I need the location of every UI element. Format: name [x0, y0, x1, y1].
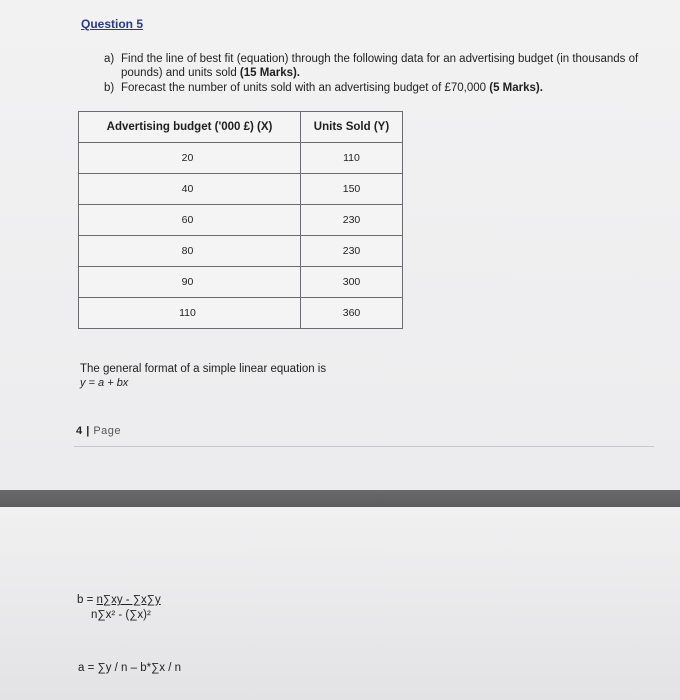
cell-x: 110 — [79, 298, 301, 329]
formula-b-numerator: n∑xy - ∑x∑y — [96, 594, 161, 606]
table-row — [79, 143, 403, 174]
cell-y: 300 — [301, 267, 403, 298]
question-marks-b: (5 Marks). — [489, 82, 543, 94]
header-advertising-budget: Advertising budget ('000 £) (X) — [79, 112, 301, 143]
formula-b-denominator: n∑x² - (∑x)² — [91, 609, 151, 621]
page-number: 4 — [76, 425, 83, 437]
table-row — [79, 267, 403, 298]
cell-x: 80 — [79, 236, 301, 267]
question-title: Question 5 — [81, 17, 144, 31]
cell-y: 110 — [301, 143, 403, 174]
cell-y: 150 — [301, 174, 403, 205]
question-marker-b: b) — [104, 82, 115, 94]
table-row — [79, 174, 403, 205]
general-format-text: The general format of a simple linear equation is — [80, 363, 327, 375]
question-item-b — [104, 81, 644, 95]
header-units-sold: Units Sold (Y) — [301, 112, 403, 143]
data-table — [78, 111, 403, 329]
question-item-a — [104, 52, 644, 80]
table-header-row — [79, 112, 403, 143]
cell-y: 360 — [301, 298, 403, 329]
question-marker-a: a) — [104, 53, 115, 65]
table-row — [79, 298, 403, 329]
cell-y: 230 — [301, 205, 403, 236]
cell-y: 230 — [301, 236, 403, 267]
question-list — [104, 52, 644, 96]
table-row — [79, 205, 403, 236]
formula-b — [77, 593, 161, 623]
general-format-block — [80, 362, 326, 390]
page-gap-bar — [0, 490, 680, 507]
cell-x: 60 — [79, 205, 301, 236]
formula-a: a = ∑y / n – b*∑x / n — [78, 662, 182, 674]
cell-x: 90 — [79, 267, 301, 298]
question-text-b: Forecast the number of units sold with an advertising budget of £70,000 (5 Marks). — [121, 82, 543, 94]
linear-equation: y = a + bx — [80, 377, 129, 389]
question-marks-a: (15 Marks). — [239, 67, 301, 79]
cell-x: 20 — [79, 143, 301, 174]
question-text-a: Find the line of best fit (equation) through the following data for an advertising budget (in thousands of pounds) and units sold (15 Marks). — [121, 53, 639, 79]
page-label: Page — [93, 425, 122, 437]
page-footer — [76, 425, 121, 437]
footer-rule — [74, 446, 654, 447]
table-row — [79, 236, 403, 267]
cell-x: 40 — [79, 174, 301, 205]
formula-b-prefix: b = — [77, 594, 97, 606]
page-separator: | — [86, 425, 90, 437]
